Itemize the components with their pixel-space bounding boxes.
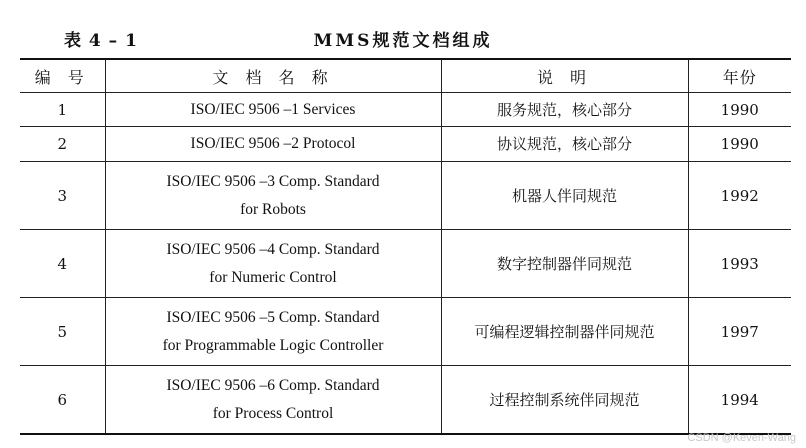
cell-number: 5 bbox=[20, 298, 105, 366]
table-row bbox=[20, 230, 791, 298]
cell-year: 1997 bbox=[688, 298, 791, 366]
document-name-line: for Numeric Control bbox=[209, 268, 337, 286]
table-row bbox=[20, 127, 791, 162]
cell-year: 1990 bbox=[688, 93, 791, 127]
table-number-label: 表 4 – 1 bbox=[64, 31, 138, 51]
cell-year: 1992 bbox=[688, 162, 791, 230]
cell-document-name bbox=[105, 366, 441, 435]
document-name-line: ISO/IEC 9506 –3 Comp. Standard bbox=[166, 172, 380, 190]
watermark: CSDN @Keven-Wang bbox=[687, 432, 796, 444]
cell-document-name bbox=[105, 93, 441, 127]
document-name-line: ISO/IEC 9506 –6 Comp. Standard bbox=[166, 376, 380, 394]
table-title: MMS规范文档组成 bbox=[313, 31, 493, 51]
document-name-line: ISO/IEC 9506 –4 Comp. Standard bbox=[166, 240, 380, 258]
document-name-line: for Robots bbox=[240, 200, 306, 218]
cell-number: 2 bbox=[20, 127, 105, 162]
header-description: 说 明 bbox=[441, 59, 688, 93]
cell-document-name bbox=[105, 230, 441, 298]
document-name-line: ISO/IEC 9506 –2 Protocol bbox=[190, 135, 356, 152]
cell-number: 1 bbox=[20, 93, 105, 127]
cell-year: 1990 bbox=[688, 127, 791, 162]
document-name-line: ISO/IEC 9506 –5 Comp. Standard bbox=[166, 308, 380, 326]
cell-description: 协议规范，核心部分 bbox=[441, 127, 688, 162]
table-row bbox=[20, 162, 791, 230]
cell-document-name bbox=[105, 127, 441, 162]
document-name-line: ISO/IEC 9506 –1 Services bbox=[190, 100, 356, 118]
cell-description: 过程控制系统伴同规范 bbox=[441, 366, 688, 435]
mms-documents-table bbox=[20, 58, 791, 435]
cell-description: 服务规范，核心部分 bbox=[441, 93, 688, 127]
header-document-name: 文 档 名 称 bbox=[105, 59, 441, 93]
table-caption bbox=[0, 26, 806, 54]
table-row bbox=[20, 93, 791, 127]
document-name-line: for Process Control bbox=[212, 404, 334, 422]
cell-description: 数字控制器伴同规范 bbox=[441, 230, 688, 298]
cell-year: 1993 bbox=[688, 230, 791, 298]
cell-number: 3 bbox=[20, 162, 105, 230]
cell-year: 1994 bbox=[688, 366, 791, 435]
cell-document-name bbox=[105, 298, 441, 366]
table-row bbox=[20, 298, 791, 366]
header-number: 编 号 bbox=[20, 59, 105, 93]
table-header-row bbox=[20, 59, 791, 93]
cell-description: 可编程逻辑控制器伴同规范 bbox=[441, 298, 688, 366]
table-row bbox=[20, 366, 791, 435]
document-name-line: for Programmable Logic Controller bbox=[162, 336, 384, 354]
cell-number: 6 bbox=[20, 366, 105, 435]
cell-number: 4 bbox=[20, 230, 105, 298]
header-year: 年份 bbox=[688, 59, 791, 93]
cell-description: 机器人伴同规范 bbox=[441, 162, 688, 230]
cell-document-name bbox=[105, 162, 441, 230]
